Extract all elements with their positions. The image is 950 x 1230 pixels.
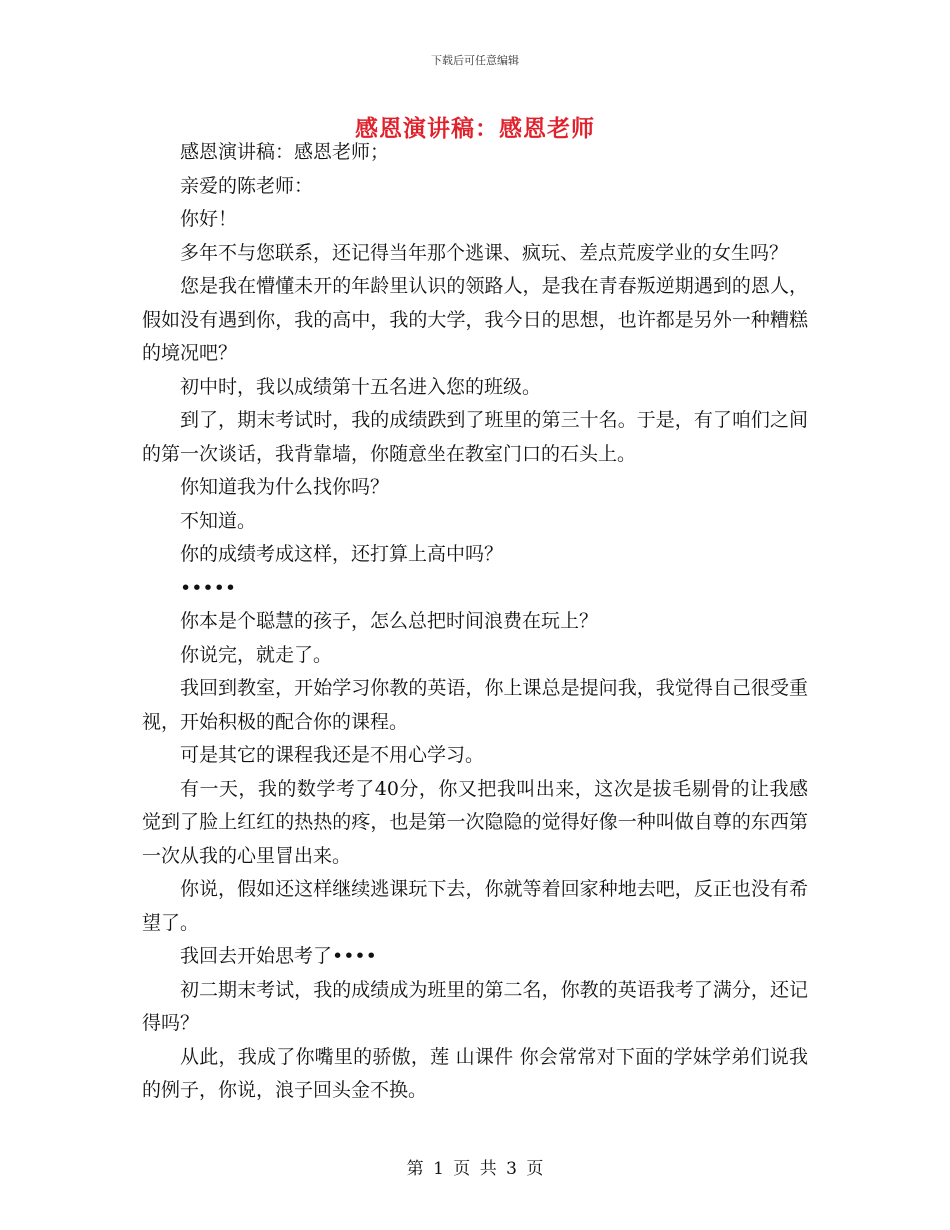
paragraph: 可是其它的课程我还是不用心学习。	[180, 744, 485, 766]
paragraph: 你说，假如还这样继续逃课玩下去，你就等着回家种地去吧，反正也没有希望了。	[142, 878, 808, 934]
header-note: 下载后可任意编辑	[431, 54, 519, 67]
paragraph: 从此，我成了你嘴里的骄傲，莲 山课件 你会常常对下面的学妹学弟们说我的例子，你说，浪子回头金不换。	[142, 1045, 808, 1101]
paragraph: 不知道。	[180, 509, 257, 532]
paragraph: 你知道我为什么找你吗？	[180, 476, 390, 498]
paragraph: 多年不与您联系，还记得当年那个逃课、疯玩、差点荒废学业的女生吗？	[180, 241, 789, 264]
paragraph: 初二期末考试，我的成绩成为班里的第二名，你教的英语我考了满分，还记得吗？	[142, 978, 808, 1034]
paragraph: 感恩演讲稿：感恩老师；	[180, 141, 390, 163]
paragraph: 我回到教室，开始学习你教的英语，你上课总是提问我，我觉得自己很受重视，开始积极的配合你的课程。	[142, 677, 808, 733]
paragraph: 亲爱的陈老师：	[180, 174, 314, 197]
paragraph: 你本是个聪慧的孩子，怎么总把时间浪费在玩上？	[180, 610, 599, 632]
paragraph: •••••	[180, 576, 237, 599]
document-body	[142, 136, 808, 1108]
paragraph: 你说完，就走了。	[180, 643, 333, 666]
paragraph: 初中时，我以成绩第十五名进入您的班级。	[180, 375, 542, 398]
paragraph: 有一天，我的数学考了40分，你又把我叫出来，这次是拔毛剔骨的让我感觉到了脸上红红的热热的疼，也是第一次隐隐的觉得好像一种叫做自尊的东西第一次从我的心里冒出来。	[142, 777, 808, 867]
document-title: 感恩演讲稿：感恩老师	[355, 115, 595, 142]
paragraph: 你的成绩考成这样，还打算上高中吗？	[180, 543, 504, 565]
paragraph: 我回去开始思考了••••	[180, 945, 377, 967]
paragraph: 到了，期末考试时，我的成绩跌到了班里的第三十名。于是，有了咱们之间的第一次谈话，我背靠墙，你随意坐在教室门口的石头上。	[142, 409, 808, 465]
page-footer: 第 1 页 共 3 页	[406, 1159, 544, 1179]
paragraph: 您是我在懵懂未开的年龄里认识的领路人，是我在青春叛逆期遇到的恩人，假如没有遇到你，我的高中，我的大学，我今日的思想，也许都是另外一种糟糕的境况吧？	[142, 275, 808, 364]
paragraph: 你好！	[180, 208, 238, 230]
